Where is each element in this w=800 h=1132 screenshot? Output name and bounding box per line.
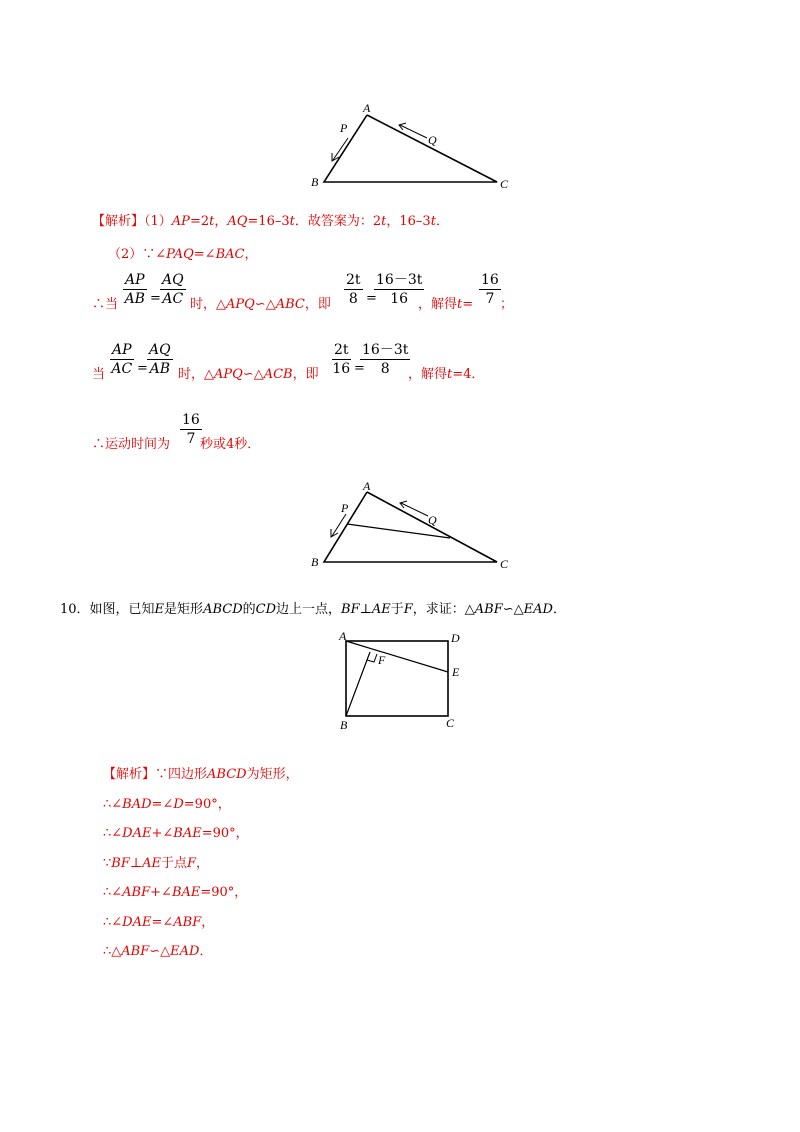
text: ，解得: [418, 297, 458, 312]
text: ，: [214, 214, 228, 229]
text: 10．如图，已知: [60, 602, 155, 617]
text: ⊥: [129, 856, 143, 871]
text: ∴∠: [103, 826, 123, 841]
var: PAQ: [166, 247, 194, 262]
text: =16–3: [247, 214, 290, 229]
jiexi-label: 【解析】: [92, 214, 145, 229]
var: F: [187, 856, 197, 871]
solution-10-line-3: [103, 822, 249, 841]
segment-ae: [346, 641, 448, 672]
text: =90°，: [183, 797, 231, 812]
numerator: 16－3t: [376, 272, 423, 288]
label-a: A: [339, 629, 347, 643]
equals-sign: =: [366, 291, 377, 306]
solution-10-line-4: [103, 852, 209, 871]
solution-9-line-4-text: [92, 363, 105, 382]
text: 于: [390, 602, 404, 617]
denominator: 8: [380, 361, 390, 377]
var: APQ: [226, 297, 255, 312]
frac-ap-ab: [123, 272, 147, 307]
text: ．: [199, 944, 213, 959]
text: ⊥: [359, 602, 372, 617]
text: =90°，: [201, 826, 249, 841]
label-p: P: [341, 501, 349, 515]
label-c: C: [500, 177, 509, 191]
var: ABC: [275, 297, 305, 312]
text: =∠: [193, 247, 216, 262]
var: EAD: [523, 602, 553, 617]
var: ABCD: [207, 767, 247, 782]
solution-10-line-7: [103, 940, 212, 959]
text: =4．: [452, 367, 485, 382]
var: ABCD: [203, 602, 243, 617]
segment-bf: [346, 652, 370, 716]
var: ABF: [121, 944, 150, 959]
text: ．故答案为：2: [294, 214, 382, 229]
text: 边上一点，: [276, 602, 342, 617]
solution-9-line-5-end: [200, 433, 260, 452]
var: BAD: [122, 797, 152, 812]
solution-9-line-2: [108, 243, 257, 262]
text: ，即: [304, 297, 331, 312]
text: （2）∵∠: [108, 247, 167, 262]
text: ∴△: [103, 944, 122, 959]
text: ∴运动时间为: [92, 437, 171, 452]
var: ABF: [474, 602, 503, 617]
var: F: [403, 602, 413, 617]
label-c: C: [500, 557, 509, 571]
frac-16-3t-16: [374, 272, 424, 307]
label-q: Q: [428, 133, 437, 147]
frac-16-3t-8: [360, 342, 410, 377]
arrow-q-shaft: [400, 125, 427, 138]
text: ∴当: [92, 297, 119, 312]
label-b: B: [340, 718, 348, 732]
arrow-q-shaft: [401, 503, 428, 516]
var: D: [173, 797, 184, 812]
numerator: 2t: [346, 272, 361, 288]
frac-16-7: [479, 272, 501, 307]
figure-triangle-segment-pq: [300, 480, 520, 575]
label-d: D: [451, 631, 460, 645]
var: ACB: [263, 367, 293, 382]
var: APQ: [214, 367, 243, 382]
text: 为矩形，: [246, 767, 299, 782]
denominator: 8: [348, 291, 358, 307]
frac-aq-ac: [160, 272, 186, 307]
frac-2t-16: [332, 342, 351, 377]
figure-triangle-moving-points: [300, 100, 520, 195]
text: ∽△: [242, 367, 264, 382]
numerator: 2t: [334, 342, 349, 358]
text: 时，△: [178, 367, 214, 382]
equals-sign: =: [150, 291, 161, 306]
var: E: [154, 602, 165, 617]
text: =2: [189, 214, 210, 229]
frac-aq-ab: [147, 342, 173, 377]
numerator: 16: [182, 412, 200, 428]
text: =90°，: [200, 885, 248, 900]
text: ∵: [103, 856, 112, 871]
solution-10-line-6: [103, 911, 214, 930]
text: =: [462, 297, 474, 312]
frac-16-7-time: [180, 412, 202, 447]
denominator: AC: [162, 291, 184, 307]
solution-10-line-1: [103, 763, 299, 782]
solution-9-line-4-text-mid: [178, 363, 319, 382]
text: （1）: [144, 214, 172, 229]
triangle-abc: [324, 492, 497, 562]
text: 的: [242, 602, 256, 617]
solution-9-line-5: [92, 433, 170, 452]
text: 秒或4秒．: [200, 437, 261, 452]
var: AP: [171, 214, 190, 229]
equals-sign: =: [137, 361, 148, 376]
text: ．: [435, 214, 449, 229]
var: ABF: [173, 915, 202, 930]
text: 于点: [160, 856, 187, 871]
label-a: A: [363, 480, 371, 493]
label-b: B: [311, 555, 319, 569]
var: t: [447, 367, 453, 382]
var: AQ: [227, 214, 248, 229]
var: CD: [255, 602, 277, 617]
text: ，: [196, 856, 210, 871]
text: ；: [500, 297, 514, 312]
text: ，求证：△: [412, 602, 475, 617]
text: ∽△: [254, 297, 276, 312]
text: +∠: [150, 885, 172, 900]
var: BAE: [173, 826, 202, 841]
text: =∠: [151, 915, 174, 930]
var: t: [430, 214, 436, 229]
var: t: [457, 297, 463, 312]
label-p: P: [340, 121, 348, 135]
var: BF: [341, 602, 360, 617]
numerator: AQ: [162, 272, 184, 288]
numerator: 16－3t: [362, 342, 409, 358]
denominator: 7: [186, 431, 196, 447]
figure-rectangle-abcd: [330, 628, 470, 733]
text: ∽△: [149, 944, 171, 959]
numerator: AP: [125, 272, 145, 288]
denominator: AB: [124, 291, 145, 307]
var: DAE: [122, 915, 152, 930]
text: 当: [92, 367, 106, 382]
text: ∴∠: [103, 885, 123, 900]
rectangle-abcd: [346, 641, 448, 716]
text: ，: [244, 247, 258, 262]
numerator: AQ: [149, 342, 171, 358]
text: =∠: [151, 797, 174, 812]
solution-9-line-3-text-end: [418, 293, 473, 312]
text: +∠: [151, 826, 174, 841]
text: ，16–3: [386, 214, 431, 229]
var: BAC: [215, 247, 245, 262]
label-e: E: [452, 665, 460, 679]
text: ∴∠: [103, 797, 123, 812]
var: t: [289, 214, 295, 229]
equals-sign: =: [354, 361, 365, 376]
var: AE: [371, 602, 391, 617]
denominator: 16: [390, 291, 409, 307]
triangle-abc: [324, 115, 497, 182]
label-c: C: [446, 716, 455, 730]
solution-9-line-1: [92, 210, 449, 229]
text: ∴∠: [103, 915, 123, 930]
question-10: [60, 598, 566, 617]
solution-10-line-5: [103, 881, 247, 900]
var: EAD: [170, 944, 200, 959]
text: ．: [552, 602, 566, 617]
text: ，即: [292, 367, 319, 382]
frac-ap-ac: [110, 342, 134, 377]
label-q: Q: [428, 513, 437, 527]
text: 【解析】∵四边形: [103, 767, 208, 782]
var: ABF: [122, 885, 151, 900]
var: t: [381, 214, 387, 229]
numerator: 16: [481, 272, 499, 288]
var: t: [209, 214, 215, 229]
text: 是矩形: [164, 602, 204, 617]
label-a: A: [363, 101, 371, 115]
solution-9-line-3-text-mid: [190, 293, 331, 312]
var: BF: [111, 856, 130, 871]
solution-10-line-2: [103, 793, 231, 812]
label-f: F: [378, 653, 386, 667]
frac-2t-8: [344, 272, 363, 307]
solution-9-line-3-semicolon: [500, 293, 513, 312]
var: DAE: [122, 826, 152, 841]
text: ∽△: [502, 602, 524, 617]
numerator: AP: [112, 342, 132, 358]
arrow-p-shaft: [332, 514, 346, 536]
var: AE: [142, 856, 161, 871]
label-b: B: [311, 175, 319, 189]
text: ，: [201, 915, 215, 930]
denominator: 7: [485, 291, 495, 307]
denominator: AC: [111, 361, 133, 377]
denominator: AB: [149, 361, 170, 377]
solution-9-line-3-text: [92, 293, 118, 312]
text: 时，△: [190, 297, 226, 312]
text: ，解得: [408, 367, 448, 382]
denominator: 16: [332, 361, 351, 377]
solution-9-line-4-text-end: [408, 363, 484, 382]
var: BAE: [171, 885, 201, 900]
